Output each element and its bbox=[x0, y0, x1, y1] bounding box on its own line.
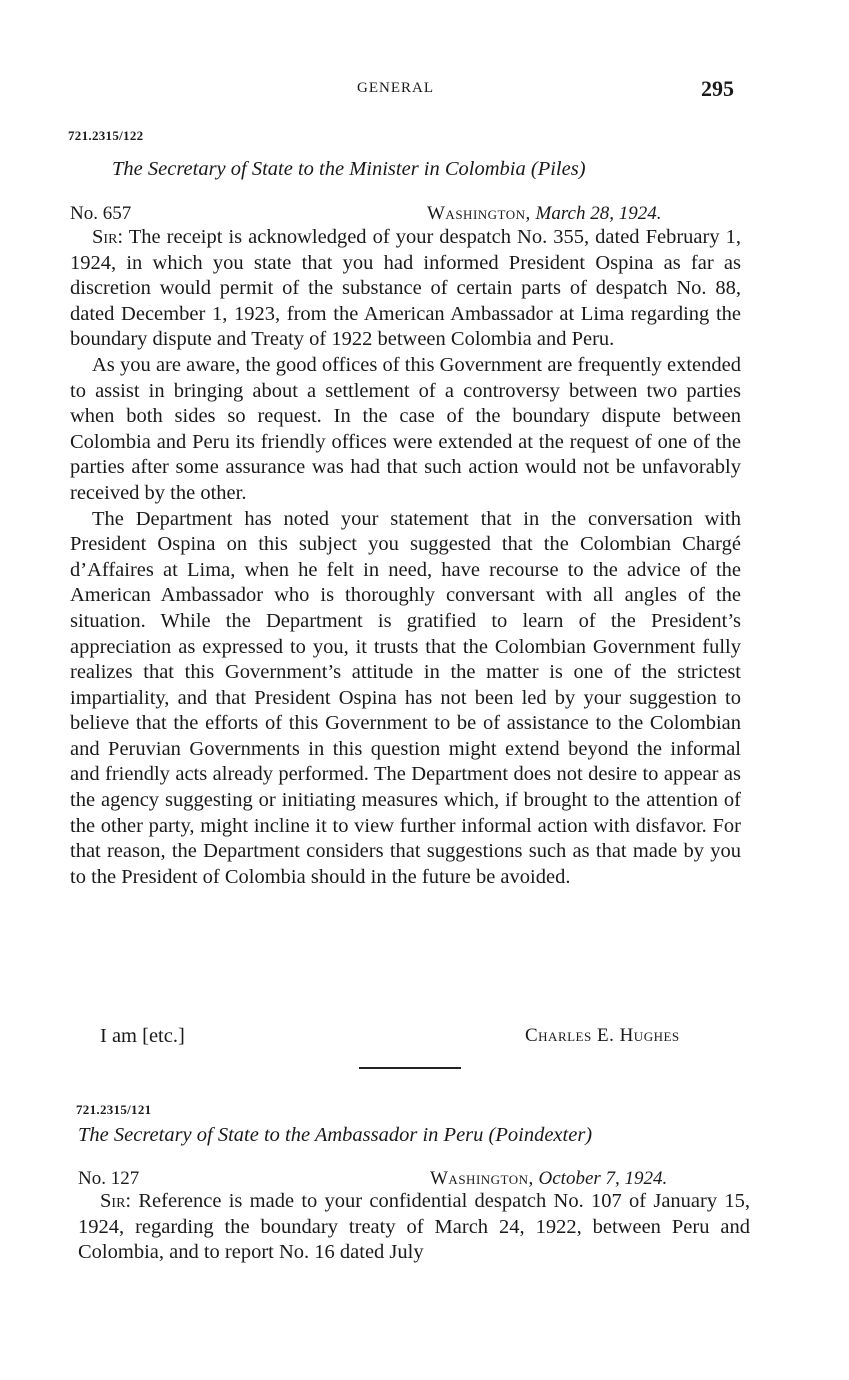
heading-addressee: (Poindexter) bbox=[488, 1124, 593, 1146]
running-title: GENERAL bbox=[357, 80, 434, 96]
paragraph: Sir: Reference is made to your confidential despatch No. 107 of January 15, 1924, regarding the boundary treaty of March 24, 1922, between Peru and Colombia, and to report No. 16 dated July bbox=[78, 1190, 750, 1264]
despatch-number: No. 657 bbox=[70, 203, 132, 224]
letter-body bbox=[78, 1189, 750, 1266]
file-number: 721.2315/121 bbox=[76, 1102, 152, 1117]
document-heading bbox=[78, 1124, 592, 1147]
dateline-date: October 7, 1924. bbox=[538, 1168, 668, 1189]
paragraph: The Department has noted your statement that in the conversation with President Ospina on this subject you suggested that the Colombian Chargé d’Affaires at Lima, when he felt in need, have recourse to the advice of the American Ambassador who is thoroughly conversant with all angles of the situation. While the Department is gratified to learn of the President’s appreciation as expressed to you, it trusts that the Colombian Government fully realizes that this Government’s attitude in the matter is one of the strictest impartiality, and that President Ospina has not been led by your suggestion to believe that the efforts of this Government to be of assistance to the Colombian and Peruvian Governments in this question might extend beyond the informal and friendly acts already performed. The Department does not desire to appear as the agency suggesting or initiating measures which, if brought to the attention of the other party, might incline it to view further informal action with disfavor. For that reason, the Department considers that suggestions such as that made by you to the President of Colombia should in the future be avoided. bbox=[70, 507, 741, 888]
paragraph: Sir: The receipt is acknowledged of your despatch No. 355, dated February 1, 1924, in which you state that you had informed President Ospina as far as discretion would permit of the substance of certain parts of despatch No. 88, dated December 1, 1923, from the American Ambassador at Lima regarding the boundary dispute and Treaty of 1922 between Colombia and Peru. bbox=[70, 226, 741, 351]
dateline-date: March 28, 1924. bbox=[535, 203, 662, 224]
letter-body bbox=[70, 225, 741, 890]
heading-addressee: (Piles) bbox=[530, 158, 586, 180]
closing bbox=[100, 1025, 755, 1053]
paragraph: As you are aware, the good offices of this Government are frequently extended to assist in bringing about a settlement of a controversy between two parties when both sides so request. In the case of the boundary dispute between Colombia and Peru its friendly offices were extended at the request of one of the parties after some assurance was had that such action would not be unfavorably received by the other. bbox=[70, 353, 741, 504]
salutation: Sir: bbox=[92, 226, 124, 248]
heading-title: The Secretary of State to the Ambassador in Peru bbox=[78, 1124, 484, 1146]
document-heading bbox=[112, 158, 586, 181]
page-number: 295 bbox=[701, 76, 734, 101]
running-head bbox=[0, 76, 849, 104]
heading-title: The Secretary of State to the Minister in Colombia bbox=[112, 158, 526, 180]
complimentary-close: I am [etc.] bbox=[100, 1025, 185, 1047]
salutation: Sir: bbox=[100, 1190, 132, 1212]
signature: Charles E. Hughes bbox=[525, 1025, 680, 1046]
dateline-place: Washington, bbox=[430, 1168, 534, 1189]
despatch-number: No. 127 bbox=[78, 1168, 140, 1189]
file-number: 721.2315/122 bbox=[68, 128, 144, 143]
place-date bbox=[430, 1168, 667, 1190]
place-date bbox=[427, 203, 661, 225]
dateline-place: Washington, bbox=[427, 203, 531, 224]
section-divider bbox=[359, 1067, 461, 1069]
